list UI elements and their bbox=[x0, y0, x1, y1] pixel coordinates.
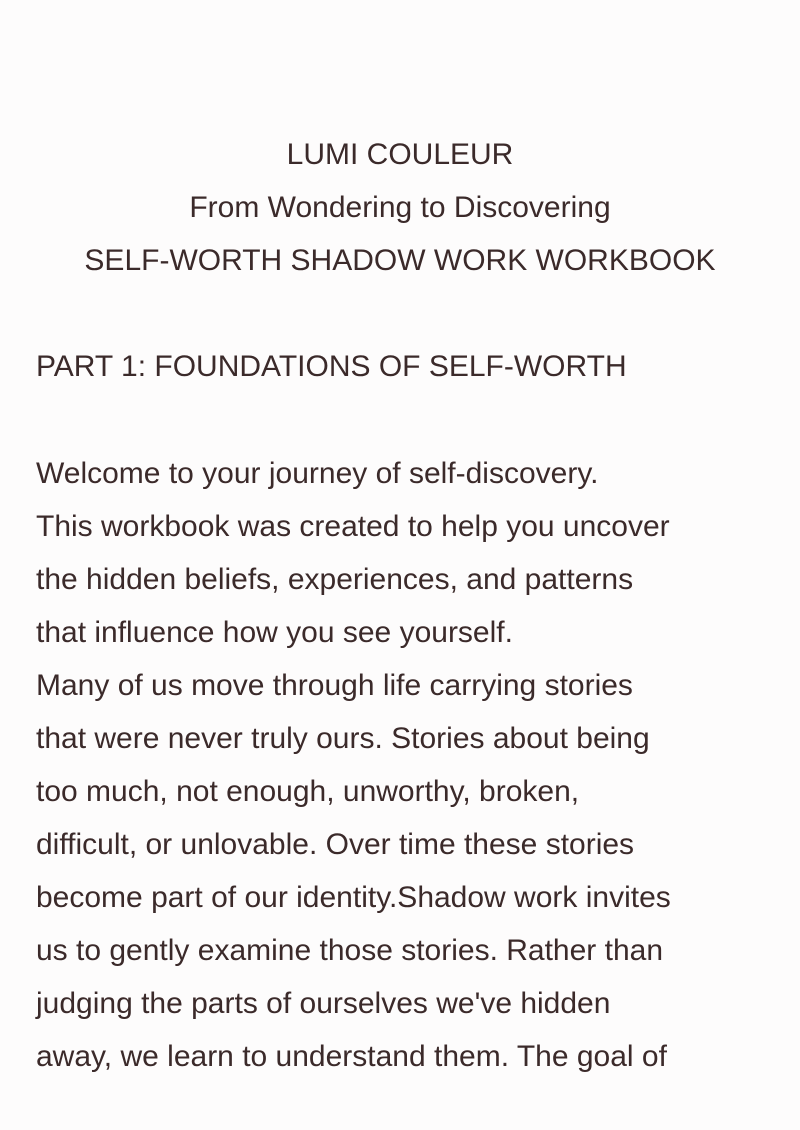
body-paragraph bbox=[36, 447, 776, 1083]
tagline: From Wondering to Discovering bbox=[189, 191, 611, 224]
document-header bbox=[0, 128, 800, 287]
body-line: that were never truly ours. Stories about being bbox=[36, 722, 650, 755]
body-line: that influence how you see yourself. bbox=[36, 616, 513, 649]
body-line: judging the parts of ourselves we've hidden bbox=[36, 987, 611, 1020]
section-heading: PART 1: FOUNDATIONS OF SELF-WORTH bbox=[36, 350, 627, 383]
body-line: the hidden beliefs, experiences, and patterns bbox=[36, 563, 634, 596]
body-line: become part of our identity.Shadow work invites bbox=[36, 881, 671, 914]
document-title: SELF-WORTH SHADOW WORK WORKBOOK bbox=[84, 244, 716, 277]
body-line: Many of us move through life carrying stories bbox=[36, 669, 633, 702]
body-line: Welcome to your journey of self-discovery. bbox=[36, 457, 599, 490]
body-line: us to gently examine those stories. Rather than bbox=[36, 934, 664, 967]
brand-name: LUMI COULEUR bbox=[286, 138, 514, 171]
body-line: This workbook was created to help you uncover bbox=[36, 510, 670, 543]
body-line: too much, not enough, unworthy, broken, bbox=[36, 775, 580, 808]
body-line: away, we learn to understand them. The goal of bbox=[36, 1040, 667, 1073]
body-line: difficult, or unlovable. Over time these stories bbox=[36, 828, 635, 861]
